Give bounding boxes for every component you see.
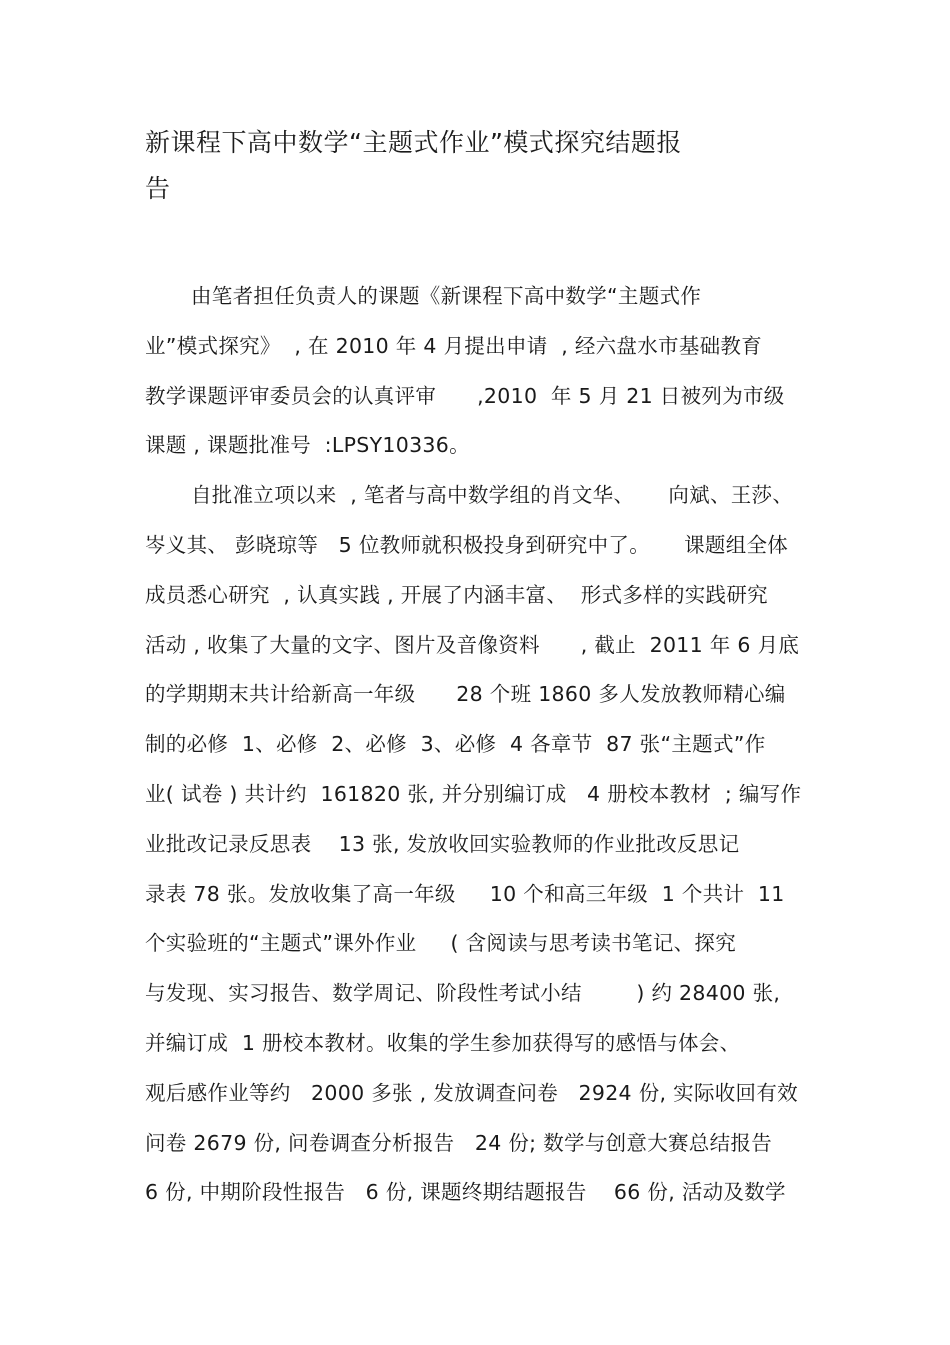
paragraph-line: 6 份, 中期阶段性报告 6 份, 课题终期结题报告 66 份, 活动及数学 <box>145 1180 786 1205</box>
document-body <box>145 272 815 1218</box>
paragraph-line: 业”模式探究》 , 在 2010 年 4 月提出申请 , 经六盘水市基础教育 <box>145 333 763 358</box>
paragraph-line: 自批准立项以来 , 笔者与高中数学组的肖文华、 向斌、王莎、 <box>191 483 794 508</box>
title-line: 新课程下高中数学“主题式作业”模式探究结题报 <box>145 128 682 157</box>
paragraph-line: 岑义其、 彭晓琼等 5 位教师就积极投身到研究中了。 课题组全体 <box>145 532 789 557</box>
paragraph-line: 成员悉心研究 , 认真实践 , 开展了内涵丰富、 形式多样的实践研究 <box>145 582 768 607</box>
paragraph-line: 并编订成 1 册校本教材。收集的学生参加获得写的感悟与体会、 <box>145 1030 741 1055</box>
paragraph-line: 业批改记录反思表 13 张, 发放收回实验教师的作业批改反思记 <box>145 831 740 856</box>
paragraph-line: 活动 , 收集了大量的文字、图片及音像资料 , 截止 2011 年 6 月底 <box>145 632 800 657</box>
paragraph-line: 录表 78 张。发放收集了高一年级 10 个和高三年级 1 个共计 11 <box>145 881 785 906</box>
paragraph-line: 与发现、实习报告、数学周记、阶段性考试小结 ) 约 28400 张, <box>145 981 781 1006</box>
paragraph-line: 教学课题评审委员会的认真评审 ,2010 年 5 月 21 日被列为市级 <box>145 383 785 408</box>
document-title <box>145 120 785 212</box>
paragraph-line: 个实验班的“主题式”课外作业 ( 含阅读与思考读书笔记、探究 <box>145 931 737 956</box>
paragraph-line: 问卷 2679 份, 问卷调查分析报告 24 份; 数学与创意大赛总结报告 <box>145 1130 773 1155</box>
paragraph-line: 由笔者担任负责人的课题《新课程下高中数学“主题式作 <box>191 284 702 308</box>
paragraph-line: 观后感作业等约 2000 多张 , 发放调查问卷 2924 份, 实际收回有效 <box>145 1080 798 1105</box>
paragraph-line: 课题 , 课题批准号 :LPSY10336。 <box>145 433 470 458</box>
paragraph-line: 的学期期末共计给新高一年级 28 个班 1860 多人发放教师精心编 <box>145 682 786 707</box>
paragraph-line: 业( 试卷 ) 共计约 161820 张, 并分别编订成 4 册校本教材 ; 编写作 <box>145 781 802 806</box>
title-line: 告 <box>145 174 171 203</box>
paragraph-line: 制的必修 1、必修 2、必修 3、必修 4 各章节 87 张“主题式”作 <box>145 732 766 757</box>
